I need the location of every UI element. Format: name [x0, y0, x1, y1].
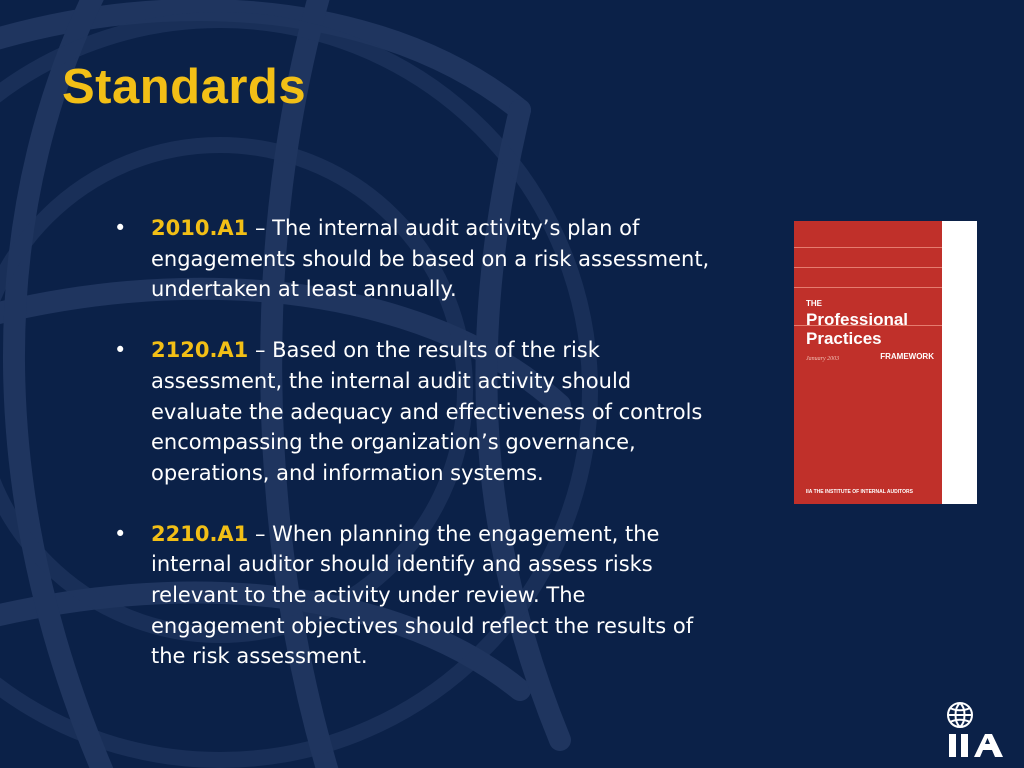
bullet-code: 2120.A1	[151, 338, 249, 363]
book-title: Professional Practices	[806, 310, 909, 348]
book-publisher: IIA THE INSTITUTE OF INTERNAL AUDITORS	[806, 489, 913, 495]
bullet-text: – Based on the results of the risk assessment, the internal audit activity should evaluate the adequacy and effectiveness of controls encompassing the organization’s governance, operations, and information systems.	[151, 338, 703, 485]
book-cover-red-panel	[794, 221, 942, 504]
book-cover-line	[794, 287, 942, 288]
bullet-item	[114, 335, 714, 489]
book-cover-line	[794, 267, 942, 268]
bullet-text: – When planning the engagement, the internal auditor should identify and assess risks relevant to the activity under review. The engagement objectives should reflect the results of the risk assessment.	[151, 521, 694, 669]
bullet-list	[114, 213, 714, 702]
book-date: January 2003	[806, 356, 840, 362]
bullet-item	[114, 213, 714, 305]
book-cover-image	[794, 221, 977, 504]
bullet-code: 2010.A1	[151, 216, 249, 240]
book-framework-label: FRAMEWORK	[880, 352, 934, 361]
bullet-text: – The internal audit activity’s plan of engagements should be based on a risk assessment, undertaken at least annually.	[151, 216, 710, 302]
book-cover-line	[794, 247, 942, 248]
book-the-label: THE	[806, 299, 822, 308]
iia-logo-icon	[943, 697, 1011, 761]
slide-title: Standards	[62, 60, 307, 114]
bullet-code: 2210.A1	[151, 521, 249, 546]
bullet-item	[114, 519, 714, 673]
